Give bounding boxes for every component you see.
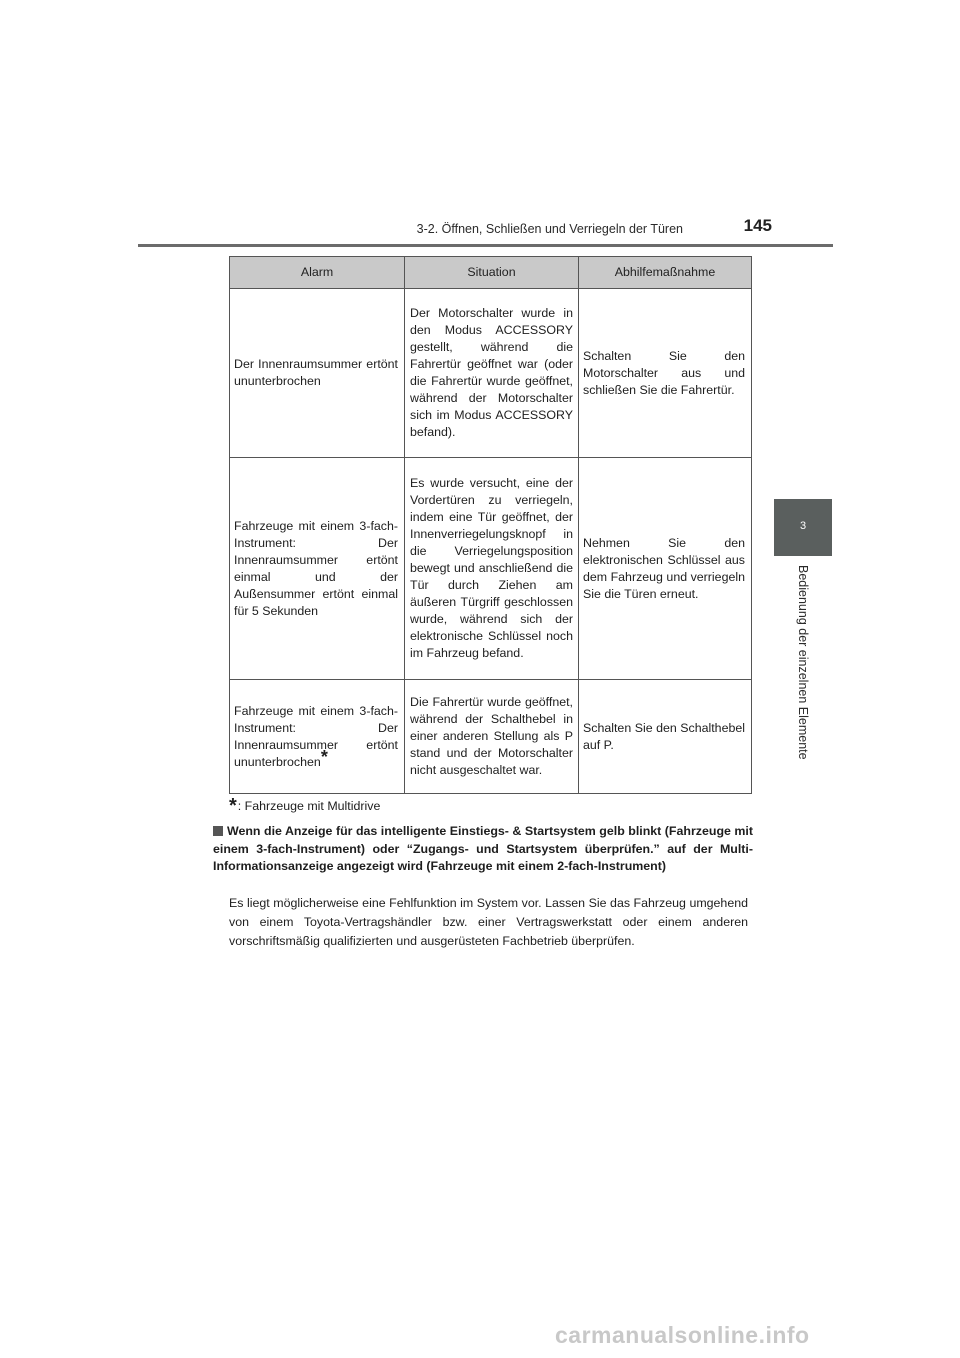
note-heading xyxy=(213,823,753,876)
table-row xyxy=(230,680,752,794)
square-bullet-icon xyxy=(213,826,223,836)
situation-cell: Die Fahrertür wurde geöffnet, während der Schalthebel in einer anderen Stellung als P stand und der Motorschalter nicht ausgeschaltet war. xyxy=(405,680,579,794)
watermark: carmanualsonline.info xyxy=(555,1322,810,1348)
situation-cell: Es wurde versucht, eine der Vordertüren zu verriegeln, indem eine Tür geöffnet, der Innenverriegelungsknopf in die Verriegelungsposition bewegt und anschließend die Tür durch Ziehen am äußeren Türgriff geschlossen wurde, während sich der elektronische Schlüssel noch im Fahrzeug befand. xyxy=(405,458,579,680)
section-title: 3-2. Öffnen, Schließen und Verriegeln der Türen xyxy=(416,222,683,236)
remedy-cell: Schalten Sie den Schalthebel auf P. xyxy=(579,680,752,794)
remedy-cell: Schalten Sie den Motorschalter aus und schließen Sie die Fahrertür. xyxy=(579,289,752,458)
alarm-cell: Der Innenraumsummer ertönt ununterbrochen xyxy=(230,289,405,458)
alarm-cell xyxy=(230,680,405,794)
header-divider xyxy=(138,244,833,247)
footnote-marker: * xyxy=(320,746,328,767)
footnote xyxy=(229,795,380,818)
table-row xyxy=(230,458,752,680)
chapter-tab xyxy=(774,499,832,556)
alarm-text: Fahrzeuge mit einem 3-fach-Instrument: Der Innenraumsummer ertönt ununterbrochen xyxy=(234,703,398,769)
column-header-situation: Situation xyxy=(405,257,579,289)
column-header-alarm: Alarm xyxy=(230,257,405,289)
footnote-star: * xyxy=(229,795,237,817)
note-body: Es liegt möglicherweise eine Fehlfunktion im System vor. Lassen Sie das Fahrzeug umgehend von einem Toyota-Vertragshändler bzw. einer Vertragswerkstatt oder einem anderen vorschriftsmäßig qualifizierten und ausgerüsteten Fachbetrieb überprüfen. xyxy=(229,896,748,948)
note-heading-text: Wenn die Anzeige für das intelligente Einstiegs- & Startsystem gelb blinkt (Fahrzeuge mit einem 3-fach-Instrument) oder “Zugangs- und Startsystem überprüfen.” auf der Multi-Informationsanzeige angezeigt wird (Fahrzeuge mit einem 2-fach-Instrument) xyxy=(213,824,753,873)
alarm-cell: Fahrzeuge mit einem 3-fach-Instrument: Der Innenraumsummer ertönt einmal und der Außensummer ertönt einmal für 5 Sekunden xyxy=(230,458,405,680)
page-number: 145 xyxy=(743,216,772,235)
footnote-text: : Fahrzeuge mit Multidrive xyxy=(237,799,381,813)
table-row xyxy=(230,289,752,458)
alarm-table xyxy=(229,256,752,794)
chapter-label: Bedienung der einzelnen Elemente xyxy=(796,565,810,760)
remedy-cell: Nehmen Sie den elektronischen Schlüssel aus dem Fahrzeug und verriegeln Sie die Türen erneut. xyxy=(579,458,752,680)
column-header-remedy: Abhilfemaßnahme xyxy=(579,257,752,289)
table-header-row xyxy=(230,257,752,289)
chapter-number: 3 xyxy=(799,520,807,532)
situation-cell: Der Motorschalter wurde in den Modus ACCESSORY gestellt, während die Fahrertür geöffnet war (oder die Fahrertür wurde geöffnet, während der Motorschalter sich im Modus ACCESSORY befand). xyxy=(405,289,579,458)
